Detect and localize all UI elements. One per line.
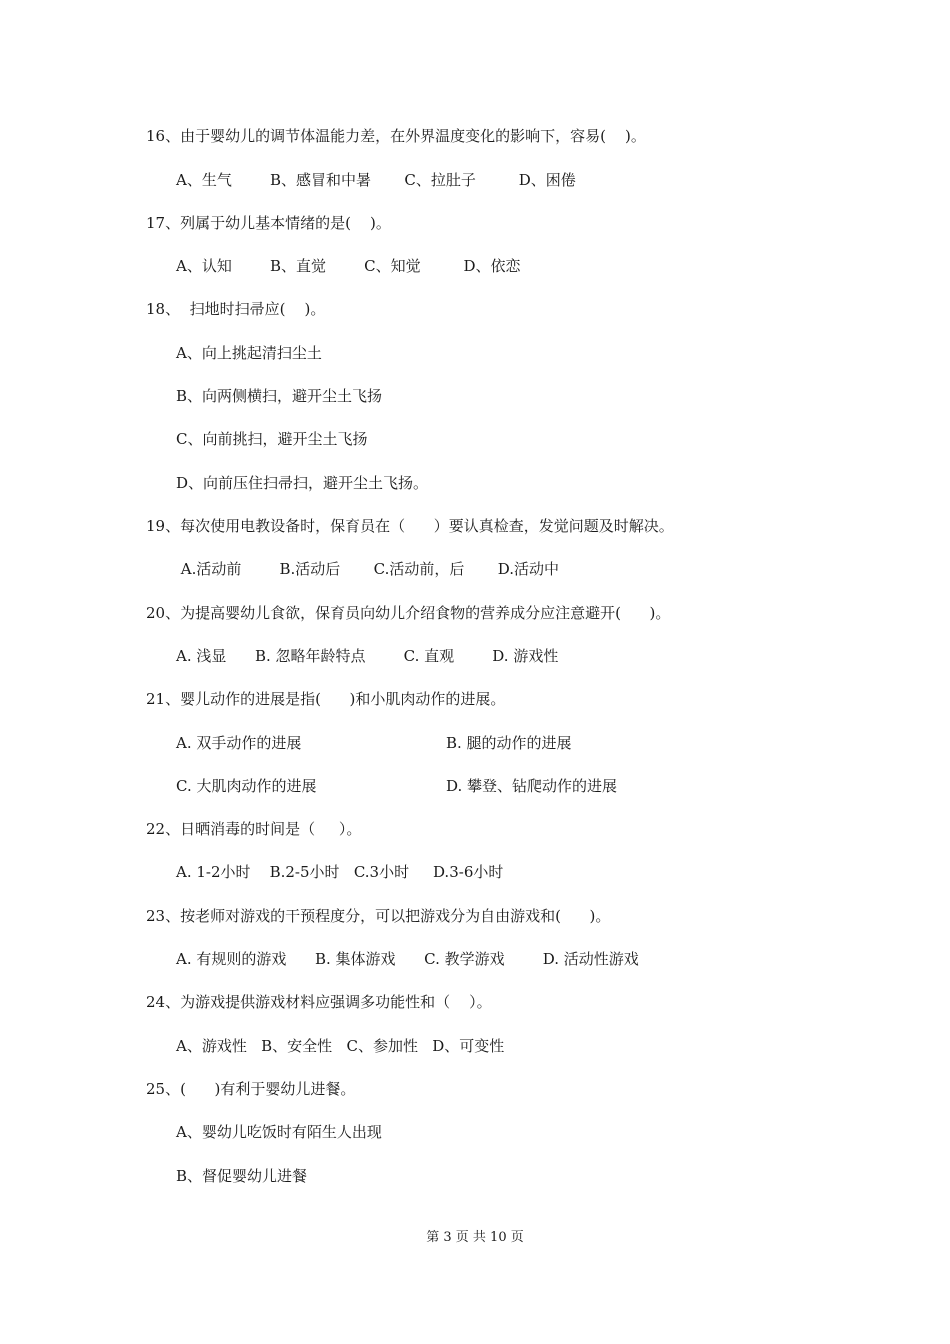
question-17-stem: 17、列属于幼儿基本情绪的是( )。 [146, 214, 391, 232]
question-21-option-d: D. 攀登、钻爬动作的进展 [446, 777, 618, 795]
question-24-options: A、游戏性 B、安全性 C、参加性 D、可变性 [176, 1037, 505, 1055]
question-21-option-a: A. 双手动作的进展 [176, 734, 302, 752]
question-18-option-d: D、向前压住扫帚扫，避开尘土飞扬。 [176, 474, 429, 492]
question-17-options: A、认知 B、直觉 C、知觉 D、依恋 [176, 257, 521, 275]
question-18-option-a: A、向上挑起清扫尘土 [176, 344, 322, 362]
question-25-stem: 25、( )有利于婴幼儿进餐。 [146, 1080, 356, 1098]
question-22-options: A. 1-2小时 B.2-5小时 C.3小时 D.3-6小时 [176, 863, 504, 881]
question-21-option-b: B. 腿的动作的进展 [446, 734, 572, 752]
question-24-stem: 24、为游戏提供游戏材料应强调多功能性和（ ）。 [146, 993, 492, 1011]
question-21-stem: 21、婴儿动作的进展是指( )和小肌肉动作的进展。 [146, 690, 506, 708]
question-20-stem: 20、为提高婴幼儿食欲，保育员向幼儿介绍食物的营养成分应注意避开( )。 [146, 604, 671, 622]
question-16-options: A、生气 B、感冒和中暑 C、拉肚子 D、困倦 [176, 171, 576, 189]
question-21-option-c: C. 大肌肉动作的进展 [176, 777, 317, 795]
page-number-footer: 第 3 页 共 10 页 [426, 1230, 524, 1245]
question-20-options: A. 浅显 B. 忽略年龄特点 C. 直观 D. 游戏性 [176, 647, 559, 665]
question-18-option-b: B、向两侧横扫，避开尘土飞扬 [176, 387, 383, 405]
question-19-stem: 19、每次使用电教设备时，保育员在（ ）要认真检查，发觉问题及时解决。 [146, 517, 674, 535]
question-16-stem: 16、由于婴幼儿的调节体温能力差，在外界温度变化的影响下，容易( )。 [146, 127, 646, 145]
question-23-options: A. 有规则的游戏 B. 集体游戏 C. 教学游戏 D. 活动性游戏 [176, 950, 639, 968]
question-23-stem: 23、按老师对游戏的干预程度分，可以把游戏分为自由游戏和( )。 [146, 907, 611, 925]
question-18-stem: 18、 扫地时扫帚应( )。 [146, 300, 326, 318]
question-18-option-c: C、向前挑扫，避开尘土飞扬 [176, 430, 368, 448]
question-25-option-b: B、督促婴幼儿进餐 [176, 1167, 308, 1185]
question-25-option-a: A、婴幼儿吃饭时有陌生人出现 [176, 1123, 382, 1141]
question-22-stem: 22、日晒消毒的时间是（ ）。 [146, 820, 362, 838]
question-19-options: A.活动前 B.活动后 C.活动前，后 D.活动中 [176, 560, 560, 578]
